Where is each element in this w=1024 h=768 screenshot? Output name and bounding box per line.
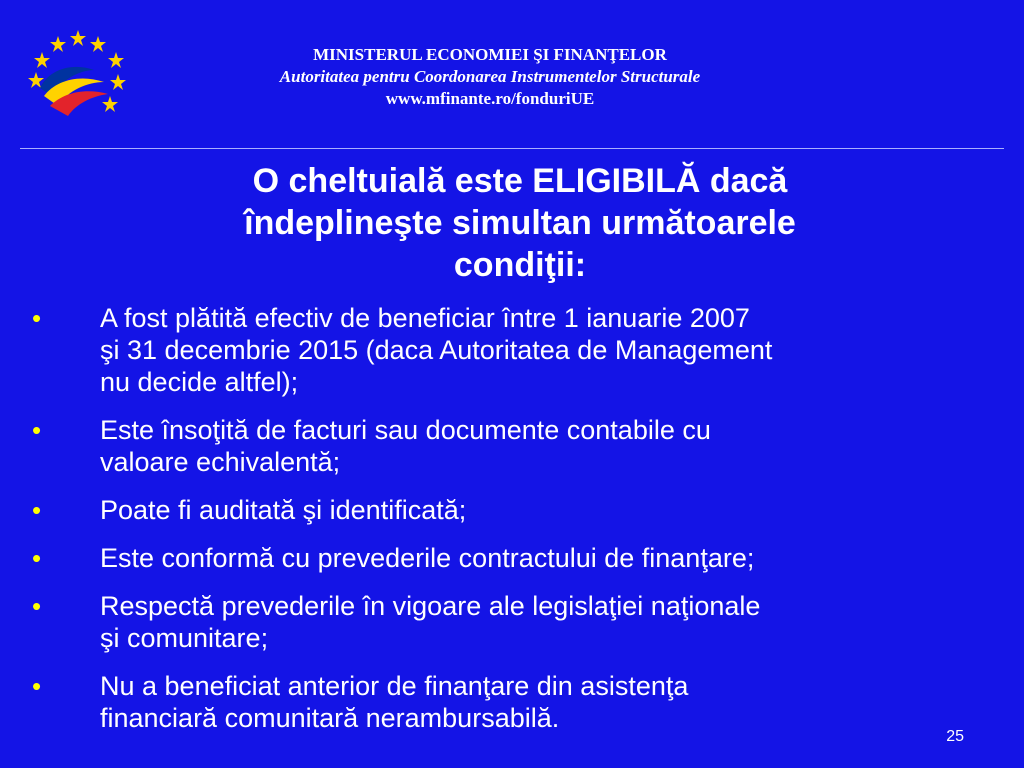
list-item bbox=[32, 670, 972, 734]
bullet-icon: • bbox=[32, 415, 42, 445]
website-url: www.mfinante.ro/fonduriUE bbox=[385, 89, 595, 108]
slide-title-line: condiţii: bbox=[453, 246, 587, 284]
ministry-name: MINISTERUL ECONOMIEI ŞI FINANŢELOR bbox=[313, 45, 667, 64]
list-item-text: Respectă prevederile în vigoare ale legislaţiei naţionale bbox=[100, 591, 761, 621]
bullet-icon: • bbox=[32, 543, 42, 573]
list-item-text: Este însoţită de facturi sau documente contabile cu bbox=[100, 415, 711, 445]
list-item bbox=[32, 542, 972, 574]
slide-title-line: îndeplineşte simultan următoarele bbox=[244, 204, 796, 242]
list-item-text: nu decide altfel); bbox=[100, 367, 299, 397]
list-item-text: Este conformă cu prevederile contractului de finanţare; bbox=[100, 543, 755, 573]
bullet-icon: • bbox=[32, 495, 42, 525]
slide-title bbox=[150, 160, 890, 286]
list-item-text: financiară comunitară nerambursabilă. bbox=[100, 703, 560, 733]
list-item-text: şi comunitare; bbox=[100, 623, 269, 653]
list-item bbox=[32, 590, 972, 654]
list-item-text: Nu a beneficiat anterior de finanţare din asistenţa bbox=[100, 671, 689, 701]
list-item-text: şi 31 decembrie 2015 (daca Autoritatea de Management bbox=[100, 335, 773, 365]
page-number: 25 bbox=[946, 728, 964, 745]
slide-title-line: O cheltuială este ELIGIBILĂ dacă bbox=[252, 162, 788, 200]
bullet-icon: • bbox=[32, 303, 42, 333]
list-item bbox=[32, 302, 972, 398]
authority-name: Autoritatea pentru Coordonarea Instrumentelor Structurale bbox=[279, 67, 701, 86]
ministry-header bbox=[130, 44, 850, 110]
list-item-text: valoare echivalentă; bbox=[100, 447, 341, 477]
list-item bbox=[32, 414, 972, 478]
list-item-text: A fost plătită efectiv de beneficiar între 1 ianuarie 2007 bbox=[100, 303, 750, 333]
bullet-icon: • bbox=[32, 591, 42, 621]
conditions-list bbox=[32, 302, 972, 750]
eu-funds-logo-icon bbox=[22, 26, 132, 122]
list-item bbox=[32, 494, 972, 526]
bullet-icon: • bbox=[32, 671, 42, 701]
header-divider bbox=[20, 148, 1004, 149]
list-item-text: Poate fi auditată şi identificată; bbox=[100, 495, 467, 525]
